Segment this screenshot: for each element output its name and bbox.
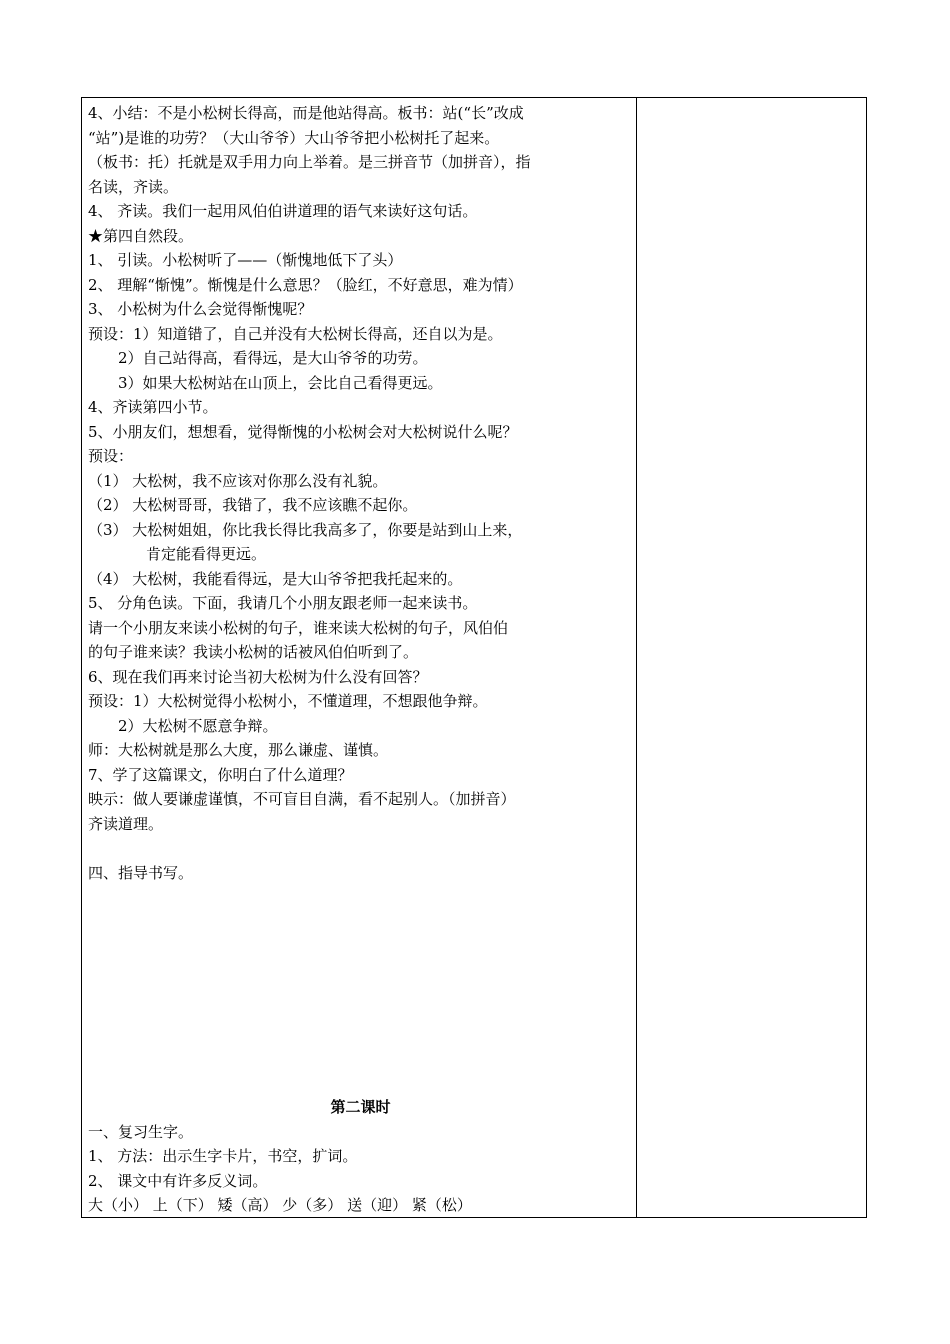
lesson-content-column — [88, 101, 633, 885]
content-line: ★第四自然段。 — [88, 226, 194, 245]
content-line: 一、复习生字。 — [88, 1122, 194, 1141]
content-line: 齐读道理。 — [88, 814, 164, 833]
content-line: 3、 小松树为什么会觉得惭愧呢？ — [88, 300, 313, 318]
content-line: 5、 分角色读。下面，我请几个小朋友跟老师一起来读书。 — [88, 594, 478, 612]
content-line: 名读，齐读。 — [88, 177, 179, 196]
content-line: （1） 大松树，我不应该对你那么没有礼貌。 — [88, 471, 388, 490]
content-line: 2、 课文中有许多反义词。 — [88, 1171, 268, 1190]
content-line: 肯定能看得更远。 — [146, 545, 267, 563]
content-line: 4、 齐读。我们一起用风伯伯讲道理的语气来读好这句话。 — [88, 202, 478, 220]
content-line: 师：大松树就是那么大度，那么谦虚、谨慎。 — [88, 741, 389, 759]
second-lesson-section — [88, 1095, 633, 1218]
content-line: 的句子谁来读？我读小松树的话被风伯伯听到了。 — [88, 643, 419, 661]
column-divider — [636, 98, 637, 1217]
content-line: “站”)是谁的功劳？（大山爷爷）大山爷爷把小松树托了起来。 — [88, 128, 500, 147]
content-line: 3）如果大松树站在山顶上，会比自己看得更远。 — [118, 373, 443, 392]
content-line: 预设：1）知道错了，自己并没有大松树长得高，还自以为是。 — [88, 324, 503, 343]
lesson-plan-table — [81, 97, 867, 1218]
content-line: 四、指导书写。 — [88, 863, 194, 882]
blank-line — [88, 836, 633, 861]
content-line: 大（小） 上（下） 矮（高） 少（多） 送（迎） 紧（松） — [88, 1196, 472, 1214]
content-line: 1、 方法：出示生字卡片，书空，扩词。 — [88, 1147, 358, 1165]
content-line: （板书：托）托就是双手用力向上举着。是三拼音节（加拼音），指 — [88, 153, 531, 171]
content-line: 映示：做人要谦虚谨慎，不可盲目自满，看不起别人。（加拼音） — [88, 790, 516, 808]
section-title: 第二课时 — [330, 1098, 391, 1116]
content-line: 2）大松树不愿意争辩。 — [118, 716, 278, 735]
content-line: 2、 理解“惭愧”。惭愧是什么意思？（脸红，不好意思，难为情） — [88, 275, 523, 294]
content-line: 4、小结：不是小松树长得高，而是他站得高。板书：站(“长”改成 — [88, 104, 524, 122]
content-line: 预设：1）大松树觉得小松树小，不懂道理，不想跟他争辩。 — [88, 692, 488, 710]
content-line: 预设： — [88, 447, 134, 465]
content-line: 1、 引读。小松树听了——（惭愧地低下了头） — [88, 251, 403, 269]
content-line: （3） 大松树姐姐，你比我长得比我高多了，你要是站到山上来， — [88, 520, 523, 539]
content-line: 6、现在我们再来讨论当初大松树为什么没有回答？ — [88, 667, 428, 686]
content-line: 5、小朋友们，想想看，觉得惭愧的小松树会对大松树说什么呢？ — [88, 422, 518, 441]
content-line: （4） 大松树，我能看得远，是大山爷爷把我托起来的。 — [88, 569, 463, 588]
content-line: 请一个小朋友来读小松树的句子，谁来读大松树的句子，风伯伯 — [88, 618, 509, 637]
content-line: （2） 大松树哥哥，我错了，我不应该瞧不起你。 — [88, 496, 418, 514]
content-line: 4、齐读第四小节。 — [88, 398, 218, 416]
notes-column — [642, 98, 862, 1217]
content-line: 7、学了这篇课文，你明白了什么道理？ — [88, 765, 353, 784]
content-line: 2）自己站得高，看得远，是大山爷爷的功劳。 — [118, 349, 428, 367]
